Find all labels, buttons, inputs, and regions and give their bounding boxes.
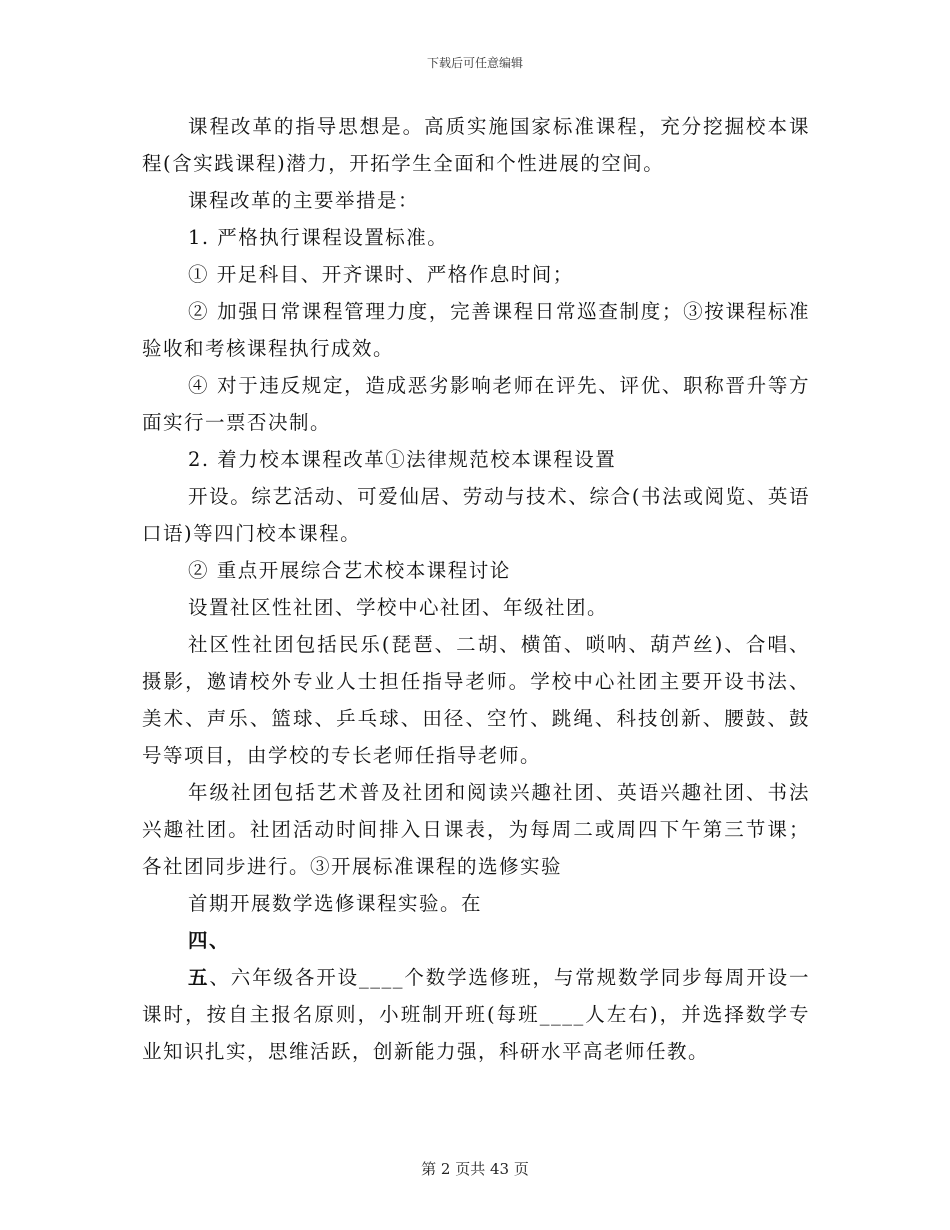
- paragraph-subitem-4: ④ 对于违反规定，造成恶劣影响老师在评先、评优、职称晋升等方面实行一票否决制。: [142, 374, 810, 434]
- paragraph-community-clubs: 社区性社团包括民乐(琵琶、二胡、横笛、唢呐、葫芦丝)、合唱、摄影，邀请校外专业人士担任指导老师。学校中心社团主要开设书法、美术、声乐、篮球、乒乓球、田径、空竹、跳绳、科技创新、腰鼓、鼓号等项目，由学校的专长老师任指导老师。: [142, 633, 810, 767]
- paragraph-main-measures: 课程改革的主要举措是：: [188, 189, 420, 212]
- paragraph-school-courses: 开设。综艺活动、可爱仙居、劳动与技术、综合(书法或阅览、英语口语)等四门校本课程。: [142, 485, 810, 545]
- paragraph-grade-clubs: 年级社团包括艺术普及社团和阅读兴趣社团、英语兴趣社团、书法兴趣社团。社团活动时间排入日课表，为每周二或周四下午第三节课；各社团同步进行。③开展标准课程的选修实验: [142, 781, 810, 878]
- section-five-heading: 五: [188, 966, 210, 989]
- paragraph-subitem-1: ① 开足科目、开齐课时、严格作息时间；: [188, 263, 574, 286]
- paragraph-subitem-2: ② 加强日常课程管理力度，完善课程日常巡查制度；③按课程标准验收和考核课程执行成效。: [142, 300, 810, 360]
- paragraph-clubs-setup: 设置社区性社团、学校中心社团、年级社团。: [188, 596, 609, 619]
- section-five-text: 、六年级各开设____个数学选修班，与常规数学同步每周开设一课时，按自主报名原则，小班制开班(每班____人左右)，并选择数学专业知识扎实，思维活跃，创新能力强，科研水平高老师任教。: [142, 966, 810, 1063]
- paragraph-section-five: [142, 959, 810, 1070]
- page-header: 下载后可任意编辑: [426, 56, 523, 70]
- page-footer: 第 2 页共 43 页: [421, 1160, 529, 1178]
- paragraph-math-elective: 首期开展数学选修课程实验。在: [188, 892, 483, 915]
- paragraph-guiding-idea: 课程改革的指导思想是。高质实施国家标准课程，充分挖掘校本课程(含实践课程)潜力，开拓学生全面和个性进展的空间。: [142, 115, 810, 175]
- document-body: [142, 108, 810, 1070]
- paragraph-item-2: 2. 着力校本课程改革①法律规范校本课程设置: [188, 448, 617, 471]
- paragraph-item-1: 1. 严格执行课程设置标准。: [188, 226, 449, 249]
- paragraph-arts-focus: ② 重点开展综合艺术校本课程讨论: [188, 559, 511, 582]
- paragraph-section-four: [142, 922, 810, 959]
- section-four-heading: 四、: [188, 929, 231, 952]
